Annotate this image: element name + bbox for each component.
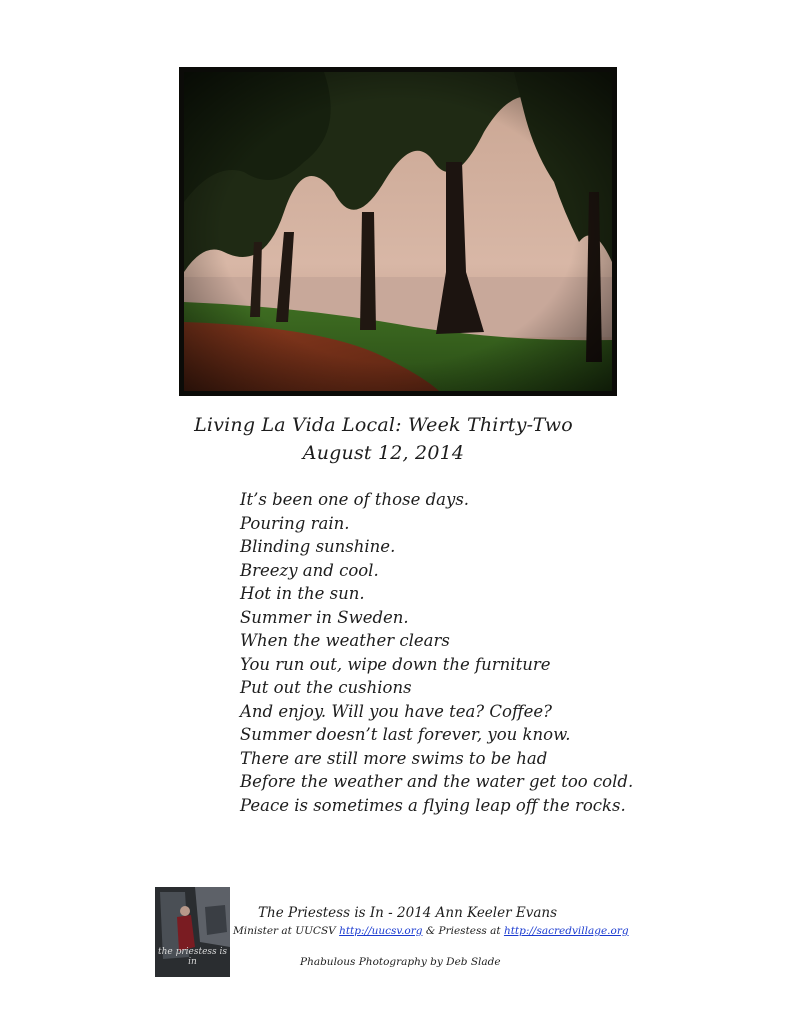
priestess-prefix: & Priestess at <box>422 925 504 937</box>
priestess-logo <box>155 887 230 977</box>
poem-line: There are still more swims to be had <box>240 748 548 768</box>
poem-line: Summer doesn’t last forever, you know. <box>240 725 571 744</box>
poem-line: Breezy and cool. <box>240 560 379 580</box>
poem-line: Before the weather and the water get too cold. <box>240 772 634 791</box>
poem-line: It’s been one of those days. <box>240 490 470 509</box>
affiliation-line <box>233 925 629 937</box>
poem-line: You run out, wipe down the furniture <box>240 654 551 674</box>
page-date: August 12, 2014 <box>302 442 465 464</box>
poem-line: When the weather clears <box>240 631 450 650</box>
poem-line: Pouring rain. <box>240 513 350 533</box>
poem <box>240 488 633 817</box>
uucsv-link[interactable]: http://uucsv.org <box>339 925 423 937</box>
sacredvillage-link[interactable]: http://sacredvillage.org <box>503 925 629 937</box>
poem-line: Peace is sometimes a flying leap off the rocks. <box>240 795 626 815</box>
author-credit: The Priestess is In - 2014 Ann Keeler Evans <box>258 905 558 921</box>
page-title: Living La Vida Local: Week Thirty-Two <box>194 414 573 436</box>
photo-credit: Phabulous Photography by Deb Slade <box>300 956 501 968</box>
poem-line: Put out the cushions <box>240 678 412 697</box>
poem-line: And enjoy. Will you have tea? Coffee? <box>240 701 553 721</box>
poem-line: Summer in Sweden. <box>240 607 409 627</box>
poem-line: Blinding sunshine. <box>240 537 396 556</box>
photo-image <box>184 72 612 391</box>
logo-text: the priestess is in <box>157 947 228 967</box>
poem-line: Hot in the sun. <box>240 584 365 603</box>
photo-trees-lake <box>179 67 617 396</box>
minister-prefix: Minister at UUCSV <box>233 925 340 937</box>
